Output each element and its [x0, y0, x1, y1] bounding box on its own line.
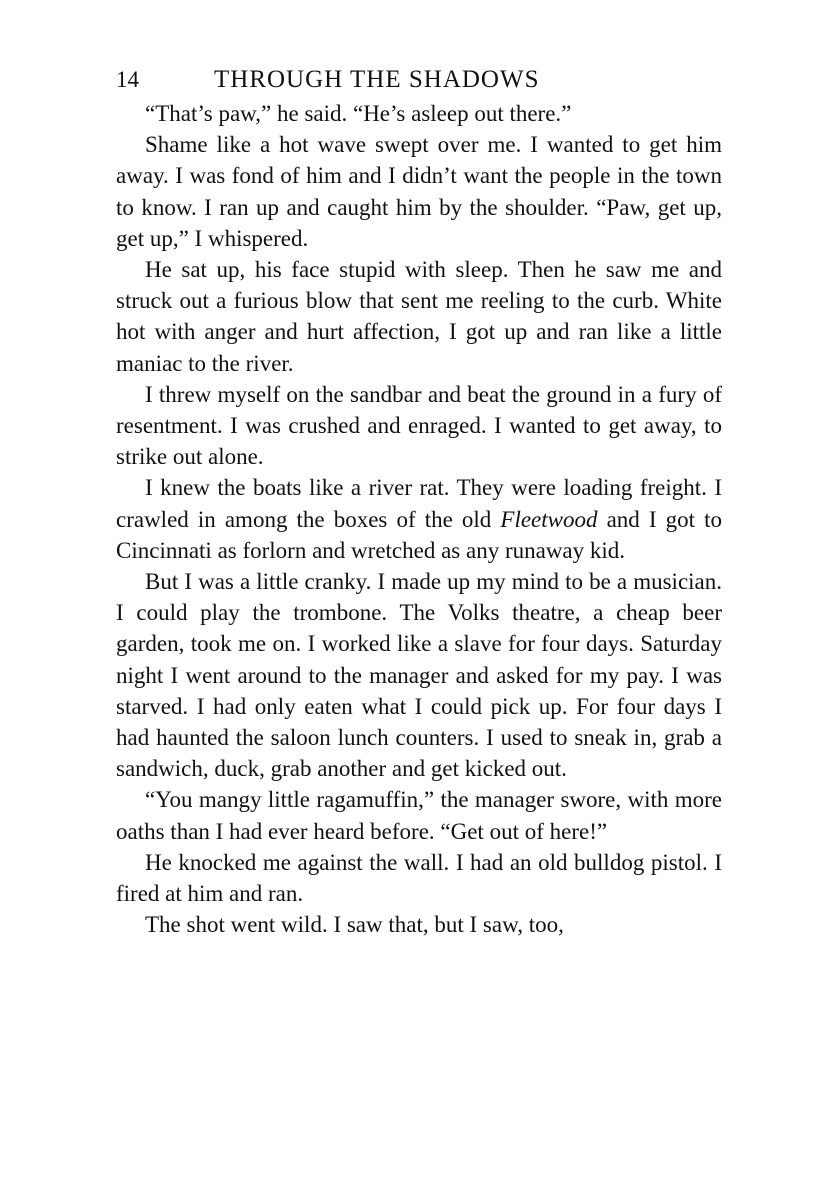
book-page [116, 62, 722, 940]
body-text [116, 98, 722, 940]
paragraph: Shame like a hot wave swept over me. I wanted to get him away. I was fond of him and I didn’t want the people in the town to know. I ran up and caught him by the shoulder. “Paw, get up, get up,” I whispered. [116, 132, 722, 251]
paragraph: “You mangy little ragamuffin,” the manager swore, with more oaths than I had ever heard before. “Get out of here!” [116, 787, 722, 844]
running-title: THROUGH THE SHADOWS [214, 66, 540, 93]
paragraph-text: I knew the boats like a river rat. They were loading freight. I crawled in among the boxes of the old [116, 475, 722, 532]
paragraph: The shot went wild. I saw that, but I saw, too, [145, 912, 564, 938]
paragraph: He sat up, his face stupid with sleep. Then he saw me and struck out a furious blow that sent me reeling to the curb. White hot with anger and hurt affection, I got up and ran like a little maniac to the river. [116, 257, 722, 376]
ship-name: Fleetwood [500, 506, 598, 532]
paragraph: He knocked me against the wall. I had an old bulldog pistol. I fired at him and ran. [116, 849, 722, 907]
paragraph: I threw myself on the sandbar and beat the ground in a fury of resentment. I was crushed and enraged. I wanted to get away, to strike out alone. [116, 381, 722, 470]
paragraph: “That’s paw,” he said. “He’s asleep out there.” [145, 101, 572, 126]
paragraph [116, 472, 722, 566]
paragraph: But I was a little cranky. I made up my mind to be a musician. I could play the trombone. The Volks theatre, a cheap beer garden, took me on. I worked like a slave for four days. Saturday night I went around to the manager and asked for my pay. I was starved. I had only eaten what I could pick up. For four days I had haunted the saloon lunch counters. I used to sneak in, grab a sandwich, duck, grab another and get kicked out. [116, 569, 722, 782]
page-number: 14 [116, 67, 139, 92]
paragraph-text: and I got to Cincinnati as forlorn and wretched as any runaway kid. [116, 506, 722, 563]
page-header [116, 62, 722, 98]
